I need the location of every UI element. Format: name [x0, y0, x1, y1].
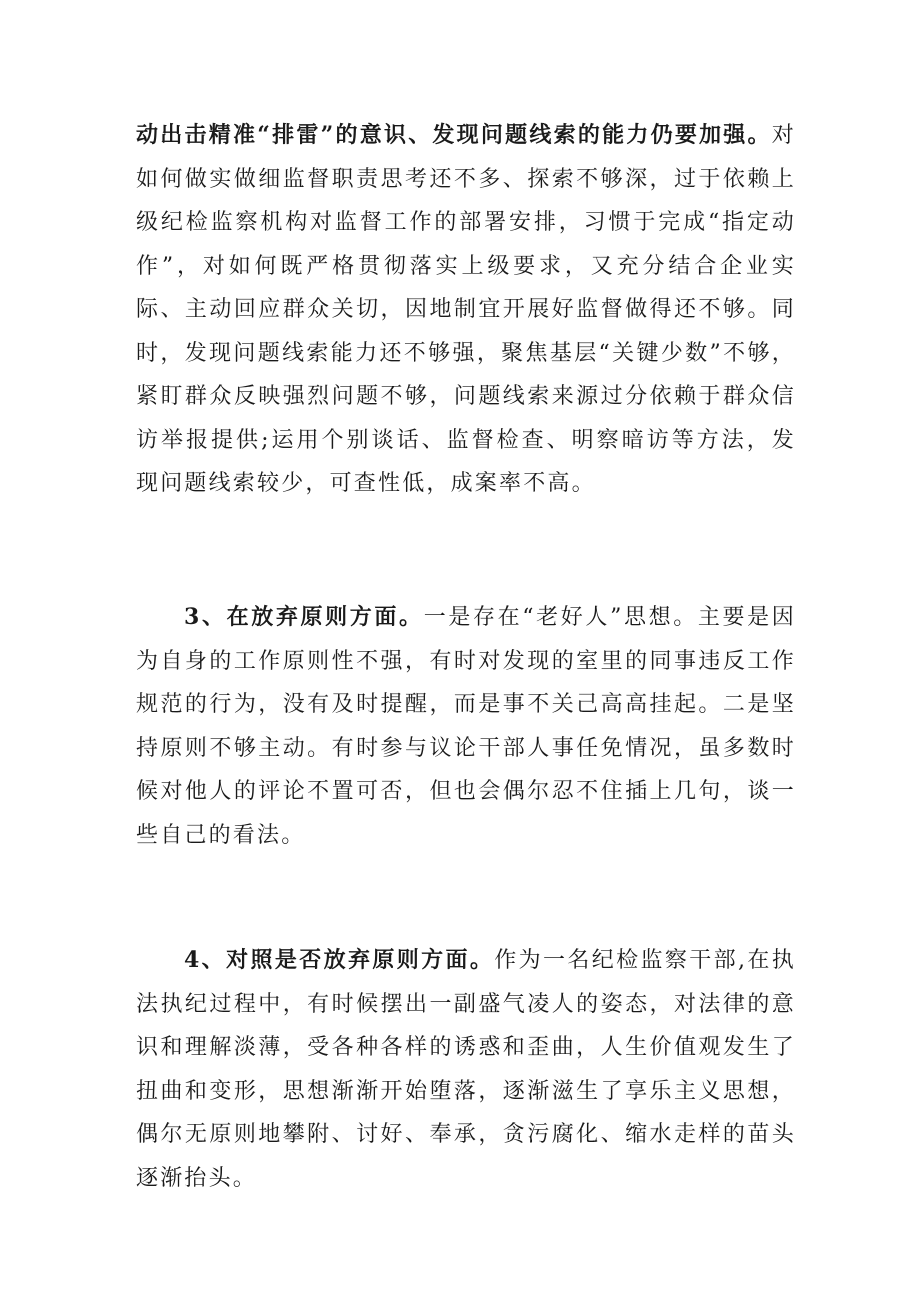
paragraph-contrast-principle	[136, 939, 796, 1200]
paragraph-body: 一是存在“老好人”思想。主要是因为自身的工作原则性不强，有时对发现的室里的同事违反工作规范的行为，没有及时提醒，而是事不关己高高挂起。二是坚持原则不够主动。有时参与议论干部人事任免情况，虽多数时候对他人的评论不置可否，但也会偶尔忍不住插上几句，谈一些自己的看法。	[136, 605, 796, 848]
paragraph-body: 作为一名纪检监察干部,在执法执纪过程中，有时候摆出一副盛气凌人的姿态，对法律的意识和理解淡薄，受各种各样的诱惑和歪曲，人生价值观发生了扭曲和变形，思想渐渐开始堕落，逐渐滋生了享乐主义思想，偶尔无原则地攀附、讨好、奉承，贪污腐化、缩水走样的苗头逐渐抬头。	[136, 948, 796, 1191]
paragraph-supervision	[136, 114, 796, 506]
paragraph-lead: 动出击精准“排雷”的意识、发现问题线索的能力仍要加强。	[136, 122, 772, 148]
paragraph-lead: 4、对照是否放弃原则方面。	[184, 947, 495, 973]
paragraph-abandon-principle	[136, 596, 796, 857]
paragraph-lead: 3、在放弃原则方面。	[184, 604, 424, 630]
paragraph-body: 对如何做实做细监督职责思考还不多、探索不够深，过于依赖上级纪检监察机构对监督工作的部署安排，习惯于完成“指定动作”，对如何既严格贯彻落实上级要求，又充分结合企业实际、主动回应群众关切，因地制宜开展好监督做得还不够。同时，发现问题线索能力还不够强，聚焦基层“关键少数”不够，紧盯群众反映强烈问题不够，问题线索来源过分依赖于群众信访举报提供;运用个别谈话、监督检查、明察暗访等方法，发现问题线索较少，可查性低，成案率不高。	[136, 123, 796, 496]
